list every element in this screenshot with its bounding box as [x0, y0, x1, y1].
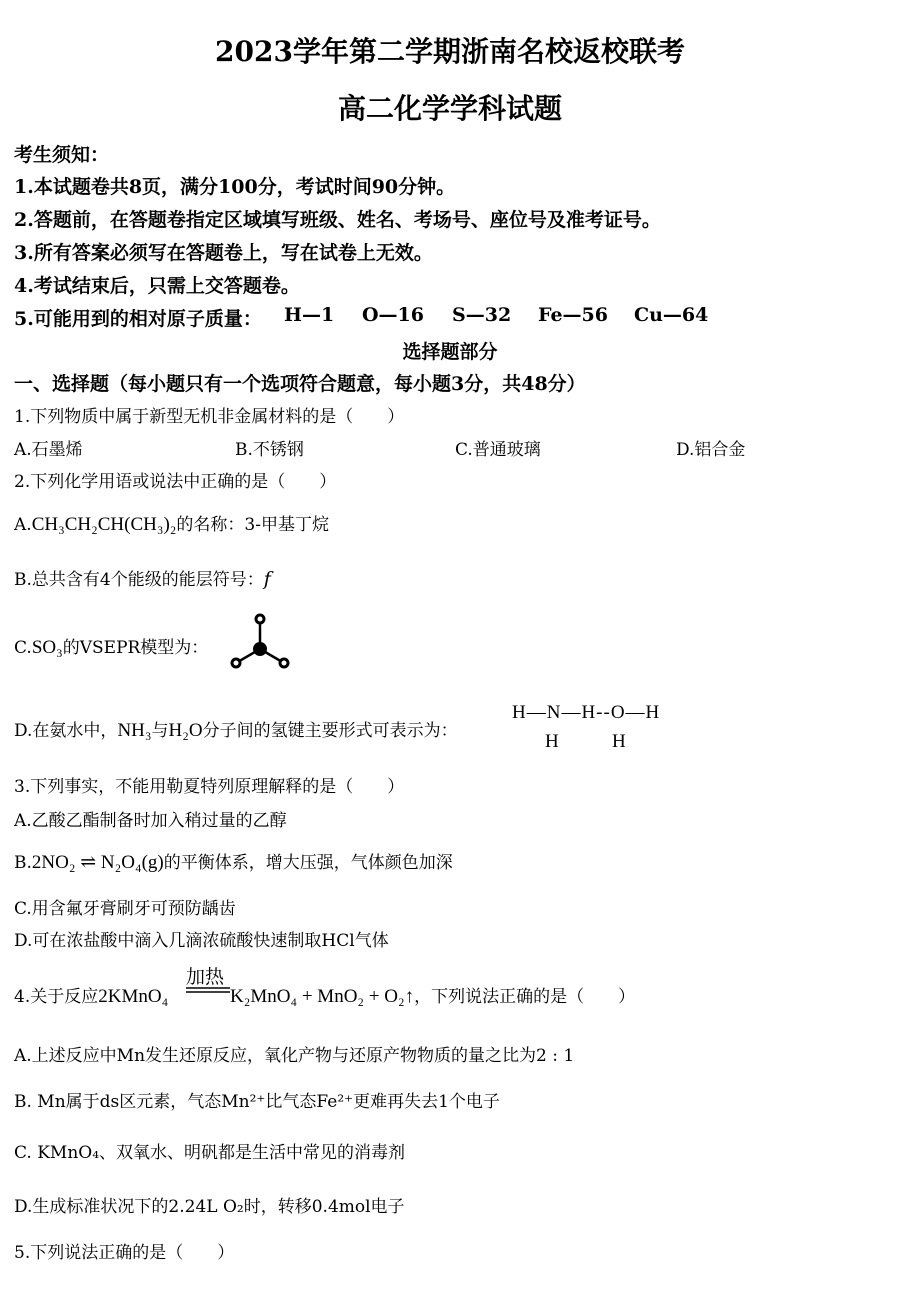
q2-stem: 2.下列化学用语或说法中正确的是（ ） [14, 472, 337, 492]
notice-item-5-prefix: 5.可能用到的相对原子质量： [14, 308, 262, 330]
q3-b-formula: 2NO₂ ⇌ N₂O₄(g) [31, 852, 164, 873]
q4-option-a: A.上述反应中Mn发生还原反应，氧化产物与还原产物物质的量之比为2 : 1 [14, 1046, 575, 1066]
q2-d-and: 与 [151, 721, 169, 741]
q2-c-formula: SO₃ [31, 637, 63, 658]
q2-c-text: 的VSEPR模型为： [62, 638, 209, 658]
q1-option-a: A.石墨烯 [14, 440, 83, 460]
q2-c-prefix: C. [14, 638, 32, 658]
q5-stem: 5.下列说法正确的是（ ） [14, 1243, 235, 1263]
vsepr-trigonal-planar-diagram [226, 612, 292, 670]
q3-option-d: D.可在浓盐酸中滴入几滴浓硫酸快速制取HCl气体 [14, 931, 389, 951]
hbond-n-hydrogen: H [545, 731, 559, 752]
q4-option-c: C. KMnO₄、双氧水、明矾都是生活中常见的消毒剂 [14, 1143, 406, 1163]
q4-reactant: 2KMnO₄ [98, 986, 169, 1007]
q1-option-d: D.铝合金 [676, 440, 746, 460]
q2-option-c [14, 633, 208, 659]
q3-option-a: A.乙酸乙酯制备时加入稍过量的乙醇 [14, 811, 287, 831]
mass-cu: Cu—64 [634, 304, 709, 326]
notice-item-4: 4.考试结束后，只需上交答题卷。 [14, 275, 300, 297]
q2-d-h2o: H₂O [168, 720, 203, 741]
exam-subtitle: 高二化学学科试题 [337, 92, 562, 125]
q2-option-b [14, 565, 271, 590]
q2-d-prefix: D.在氨水中， [14, 721, 118, 741]
hbond-o-hydrogen: H [612, 731, 626, 752]
q2-a-formula: CH₃CH₂CH(CH₃)₂ [31, 514, 177, 535]
q2-option-d [14, 716, 458, 742]
q1-option-b: B.不锈钢 [235, 440, 304, 460]
q4-stem-suffix: ，下列说法正确的是（ ） [414, 987, 636, 1007]
q2-b-text: B.总共含有4个能级的能层符号： [14, 570, 264, 590]
mass-h: H—1 [284, 304, 335, 326]
exam-title: 2023学年第二学期浙南名校返校联考 [215, 35, 685, 68]
mass-s: S—32 [452, 304, 512, 326]
q3-b-prefix: B. [14, 853, 32, 873]
q4-products: K₂MnO₄ + MnO₂ + O₂↑ [230, 986, 415, 1007]
notice-item-3: 3.所有答案必须写在答题卷上，写在试卷上无效。 [14, 242, 433, 264]
q4-condition: 加热 [186, 966, 225, 988]
q3-option-c: C.用含氟牙膏刷牙可预防龋齿 [14, 899, 236, 919]
q2-a-text: 的名称：3-甲基丁烷 [176, 515, 329, 535]
section-heading: 选择题部分 [402, 341, 498, 363]
part-title: 一、选择题（每小题只有一个选项符合题意，每小题3分，共48分） [14, 373, 586, 395]
q3-b-text: 的平衡体系，增大压强，气体颜色加深 [163, 853, 453, 873]
q4-stem [14, 982, 168, 1008]
q4-stem-prefix: 4.关于反应 [14, 987, 99, 1007]
q1-stem: 1.下列物质中属于新型无机非金属材料的是（ ） [14, 407, 405, 427]
q4-option-d: D.生成标准状况下的2.24L O₂时，转移0.4mol电子 [14, 1197, 405, 1217]
mass-fe: Fe—56 [538, 304, 608, 326]
notice-item-1: 1.本试题卷共8页，满分100分，考试时间90分钟。 [14, 176, 456, 198]
q2-d-nh3: NH₃ [117, 720, 152, 741]
q3-option-b [14, 848, 453, 874]
q4-option-b: B. Mn属于ds区元素，气态Mn²⁺比气态Fe²⁺更难再失去1个电子 [14, 1092, 500, 1112]
q4-equals-sign [186, 986, 230, 994]
hbond-structure: H—N—H--O—H [512, 702, 661, 723]
notice-heading: 考生须知： [14, 144, 110, 166]
q2-b-symbol: f [263, 568, 271, 590]
notice-item-2: 2.答题前，在答题卷指定区域填写班级、姓名、考场号、座位号及准考证号。 [14, 209, 661, 231]
q3-stem: 3.下列事实，不能用勒夏特列原理解释的是（ ） [14, 777, 405, 797]
q2-option-a [14, 510, 329, 536]
q2-a-prefix: A. [14, 515, 32, 535]
notice-item-5 [14, 304, 262, 331]
mass-o: O—16 [362, 304, 424, 326]
q1-option-c: C.普通玻璃 [455, 440, 541, 460]
q2-d-text: 分子间的氢键主要形式可表示为： [202, 721, 458, 741]
q4-products-line [230, 982, 635, 1008]
